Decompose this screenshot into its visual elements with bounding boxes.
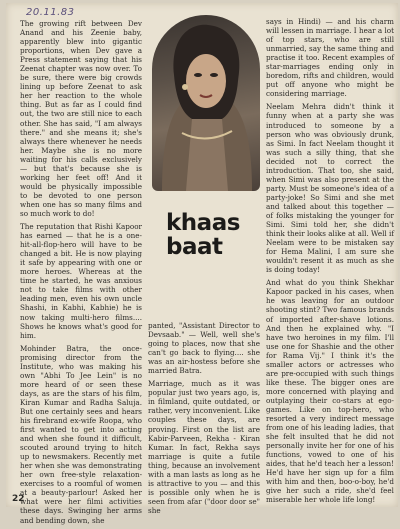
paragraph: The growing rift between Dev Anand and his Zeenie baby, apparently blew into gigantic proportions, when Dev gave a Press statement saying that his Zeenat chapter was now over. To be sure, there were big crowds lining up before Zeenat to ask her her reaction to the whole thing. But as far as I could find out, the two are still nice to each other. She has said, "I am always there." and she means it; she's always there whenever he needs her. Maybe she is no more waiting for his calls exclusively — but that's because she is working her feet off! And it would be physically impossible to be devoted to one person when one has so many films and so much work to do! <box>20 19 142 218</box>
right-column <box>266 17 394 508</box>
paragraph: panted, "Assistant Director to Devsaab." — Well, well she's going to places, now that she can't go back to flying.... she was an air-hostess before she married Batra. <box>148 321 260 376</box>
paragraph: Mohinder Batra, the once-promising director from the Institute, who was making his own "Abhi To Jee Lein" is no more heard of or seen these days, as are the stars of his film, Kiran Kumar and Radha Saluja. But one certainly sees and hears his firebrand ex-wife Roopa, who first wanted to get into acting and when she found it difficult, scouted around trying to hitch up to newsmakers. Recently met her when she was demonstrating her own free-style relaxation-exercises to a roomful of women at a beauty-parlour! Asked her what were her filmi activities these days. Swinging her arms and bending down, she <box>20 343 142 525</box>
page-number: 22 <box>12 494 25 504</box>
magazine-page <box>6 3 398 525</box>
portrait-illustration <box>152 15 260 191</box>
paragraph: Neelam Mehra didn't think it funny when at a party she was introduced to someone by a person who was obviously drunk, as Simi. In fact Neelam thought it was such a silly thing, that she decided not to correct the introduction. That too, she said, when Simi was also present at the party. Must be someone's idea of a party-joke! So Simi and she met and talked about this together — of folks mistaking the younger for Simi. Simi told her, she didn't think their looks alike at all. Well if Neelam were to be mistaken say for Hema Malini, I am sure she wouldn't resent it as much as she is doing today! <box>266 102 394 275</box>
paragraph: The reputation that Rishi Kapoor has earned — that he is a one-hit-all-flop-hero will have to be changed a bit. He is now playing it safe by appearing with one or more heroes. Whereas at the time he started, he was anxious not to take films with other leading men, even his own uncle Shashi, in Kabhi, Kabhie) he is now taking multi-hero films.... Shows he knows what's good for him. <box>20 222 142 340</box>
paragraph: And what do you think Shekhar Kapoor packed in his cases, when he was leaving for an outdoor shooting stint? Two famous brands of imported after-shave lotions. And then he explained why. "I have two heroines in my film. I'll use one for Shashie and the other for Rama Vij." I think it's the smaller actors or actresses who are pre-occupied with such things like these. The bigger ones are more concerned with playing and outplaying their co-stars at ego-games. Like on top-hero, who resorted a very indirect message from one of his leading ladies, that she felt insulted that he did not personally invite her for one of his functions, vowed to one of his aides, that he'd teach her a lesson! He'd have her sign up for a film with him and then, boo-o-boy, he'd give her such a ride, she'd feel miserable her whole life long! <box>266 278 394 505</box>
headline-line-2: baat <box>166 234 223 260</box>
actress-photo <box>152 15 260 191</box>
headline-line-1: khaas <box>166 210 240 236</box>
left-column <box>20 19 142 529</box>
article-headline <box>166 211 246 259</box>
paragraph: Marriage, much as it was popular just two years ago, is, in filmland, quite outdated, or rather, very inconvenient. Like couples these days, are proving. First on the list are Kabir-Parveen, Rekha - Kiran Kumar. In fact, Rekha says marriage is quite a futile thing, because an involvement with a man lasts as long as he is attractive to you — and this is possible only when he is seen from afar ("door door se" she <box>148 379 260 515</box>
handwritten-date: 20.11.83 <box>26 7 75 18</box>
paragraph: says in Hindi) — and his charm will lessen in marriage. I hear a lot of top stars, who are still unmarried, say the same thing and practise it too. Recent examples of star-marriages ending only in boredom, rifts and children, would put off anyone who might be considering marriage. <box>266 17 394 99</box>
middle-column <box>148 321 260 519</box>
